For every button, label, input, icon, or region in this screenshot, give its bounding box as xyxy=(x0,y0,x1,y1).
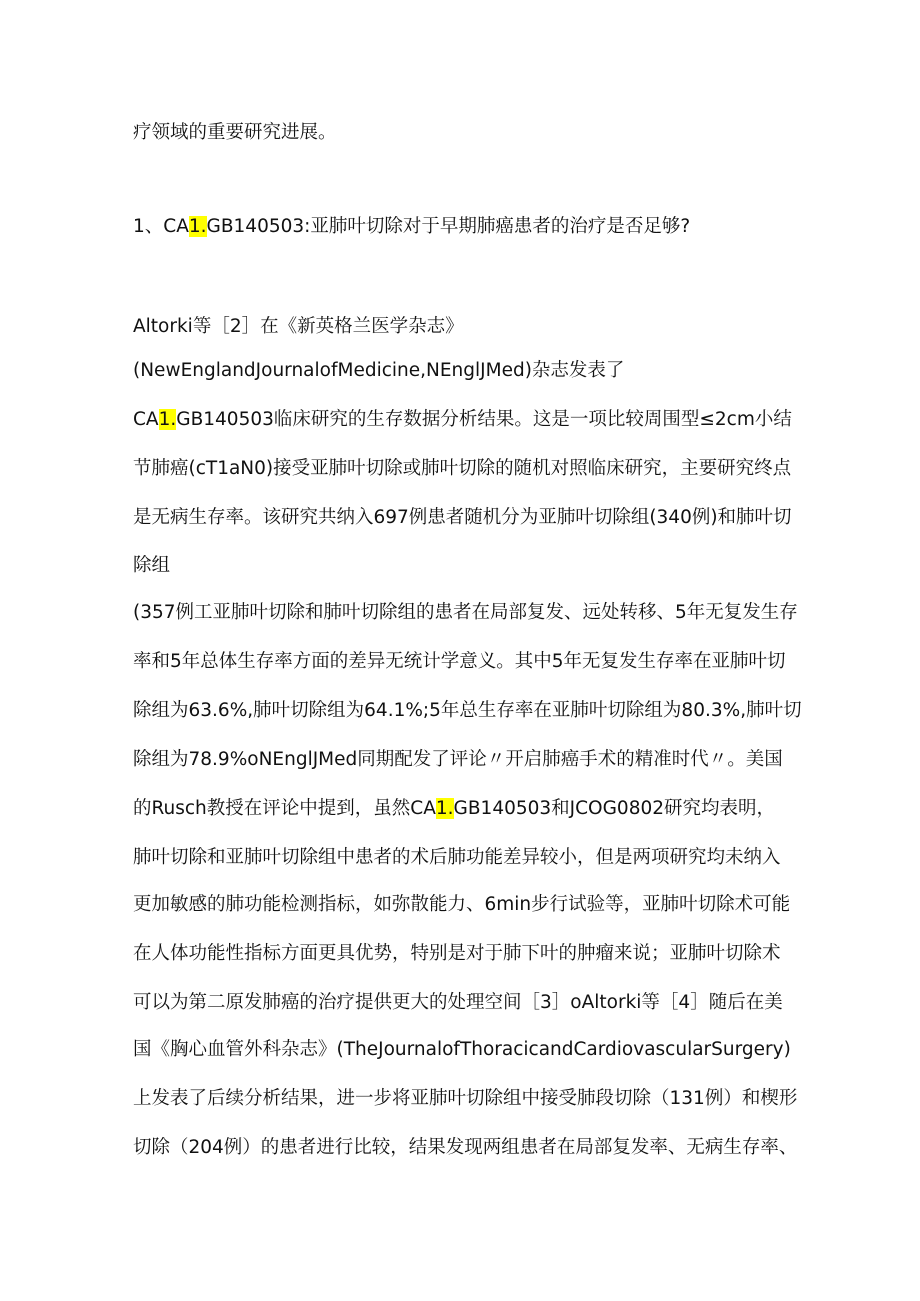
highlighted-text: 1. xyxy=(188,216,207,237)
paragraph-line: 可以为第二原发肺癌的治疗提供更大的处理空间［3］oAltorki等［4］随后在美 xyxy=(133,992,783,1013)
paragraph-line: 切除（204例）的患者进行比较，结果发现两组患者在局部复发率、无病生存率、 xyxy=(133,1137,798,1158)
highlighted-text: 1. xyxy=(435,798,454,819)
section-heading xyxy=(133,212,813,242)
paragraph-line: 在人体功能性指标方面更具优势，特别是对于肺下叶的肿瘤来说；亚肺叶切除术 xyxy=(133,943,781,964)
text-run: 的Rusch教授在评论中提到，虽然CA xyxy=(133,798,436,819)
heading-rest: GB140503:亚肺叶切除对于早期肺癌患者的治疗是否足够? xyxy=(206,216,691,237)
intro-line: 疗领域的重要研究进展。 xyxy=(133,122,337,143)
paragraph-line: 是无病生存率。该研究共纳入697例患者随机分为亚肺叶切除组(340例)和肺叶切 xyxy=(133,507,792,528)
paragraph-line: 除组为63.6%,肺叶切除组为64.1%;5年总生存率在亚肺叶切除组为80.3%,肺叶切 xyxy=(133,700,802,721)
paragraph-line: 除组 xyxy=(133,555,171,576)
paragraph-line: 除组为78.9%oNEnglJMed同期配发了评论〃开启肺癌手术的精准时代〃。美国 xyxy=(133,749,783,770)
paragraph-line: 节肺癌(cT1aN0)接受亚肺叶切除或肺叶切除的随机对照临床研究，主要研究终点 xyxy=(133,458,792,479)
paragraph-line: 更加敏感的肺功能检测指标，如弥散能力、6min步行试验等，亚肺叶切除术可能 xyxy=(133,894,791,915)
highlighted-text: 1. xyxy=(158,409,177,430)
text-run: GB140503临床研究的生存数据分析结果。这是一项比较周围型≤2cm小结 xyxy=(176,409,792,430)
paragraph-line: 上发表了后续分析结果，进一步将亚肺叶切除组中接受肺段切除（131例）和楔形 xyxy=(133,1088,798,1109)
paragraph-line: Altorki等［2］在《新英格兰医学杂志》 xyxy=(133,316,464,337)
paragraph-line xyxy=(133,794,813,824)
paragraph-line: 率和5年总体生存率方面的差异无统计学意义。其中5年无复发生存率在亚肺叶切 xyxy=(133,651,786,672)
text-run: CA xyxy=(133,409,159,430)
paragraph-line xyxy=(133,405,813,435)
heading-prefix: 1、CA xyxy=(133,216,189,237)
text-run: GB140503和JCOG0802研究均表明， xyxy=(453,798,776,819)
paragraph-line: 国《胸心血管外科杂志》(TheJournalofThoracicandCardiovascularSurgery) xyxy=(133,1039,791,1060)
paragraph-line: (357例工亚肺叶切除和肺叶切除组的患者在局部复发、远处转移、5年无复发生存 xyxy=(133,602,798,623)
paragraph-line: (NewEnglandJournalofMedicine,NEnglJMed)杂志发表了 xyxy=(133,360,625,381)
paragraph-line: 肺叶切除和亚肺叶切除组中患者的术后肺功能差异较小，但是两项研究均未纳入 xyxy=(133,847,781,868)
